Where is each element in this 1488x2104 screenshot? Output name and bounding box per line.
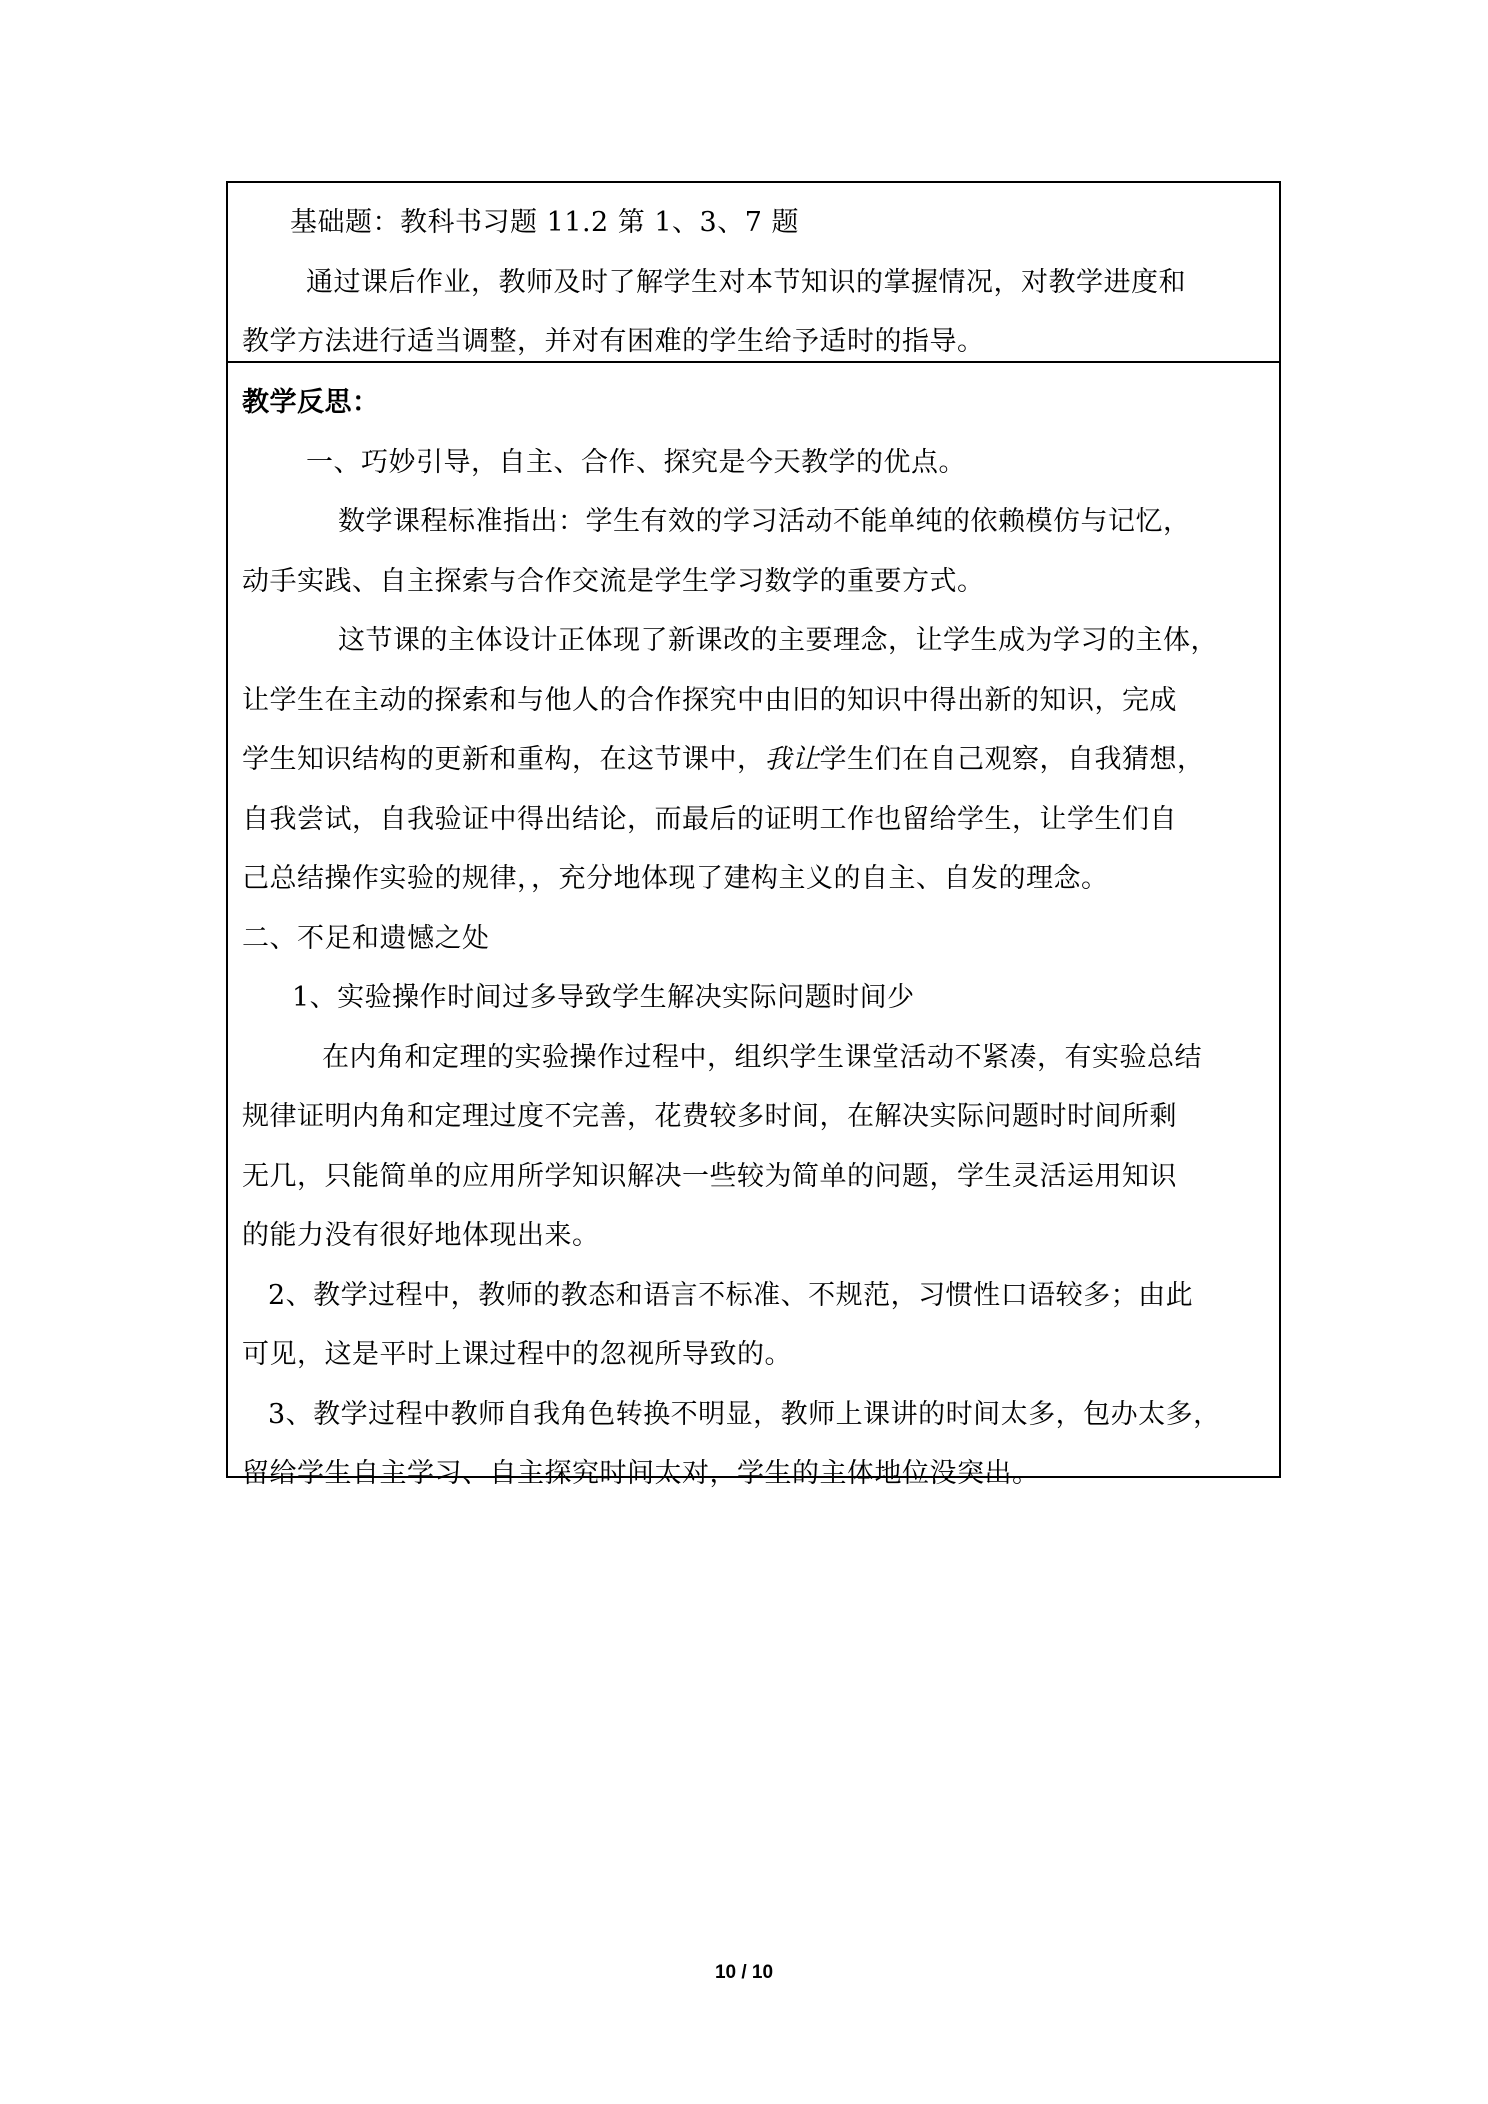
paragraph-2-line-3-start: 学生知识结构的更新和重构，在这节课中， — [242, 744, 765, 775]
section-1-title: 一、巧妙引导，自主、合作、探究是今天教学的优点。 — [306, 446, 966, 478]
reflection-cell — [228, 361, 1279, 1489]
item-2-line-1: 2、教学过程中，教师的教态和语言不标准、不规范，习惯性口语较多；由此 — [268, 1279, 1194, 1311]
homework-cell — [228, 183, 1279, 361]
lesson-plan-table — [226, 181, 1281, 1489]
item-1-line-1: 在内角和定理的实验操作过程中，组织学生课堂活动不紧凑，有实验总结 — [322, 1041, 1202, 1073]
item-1-line-3: 无几，只能简单的应用所学知识解决一些较为简单的问题，学生灵活运用知识 — [242, 1160, 1177, 1192]
homework-purpose-line-1: 通过课后作业，教师及时了解学生对本节知识的掌握情况，对教学进度和 — [306, 266, 1186, 298]
item-2-line-2: 可见，这是平时上课过程中的忽视所导致的。 — [242, 1339, 792, 1370]
paragraph-2-line-2: 让学生在主动的探索和与他人的合作探究中由旧的知识中得出新的知识，完成 — [242, 684, 1177, 716]
homework-basic-exercise: 基础题：教科书习题 11.2 第 1、3、7 题 — [290, 207, 799, 238]
item-3-line-1: 3、教学过程中教师自我角色转换不明显，教师上课讲的时间太多，包办太多， — [268, 1398, 1221, 1430]
paragraph-2-line-5: 己总结操作实验的规律，，充分地体现了建构主义的自主、自发的理念。 — [242, 863, 1109, 894]
paragraph-2-line-4: 自我尝试，自我验证中得出结论，而最后的证明工作也留给学生，让学生们自 — [242, 803, 1177, 835]
item-1-line-2: 规律证明内角和定理过度不完善，花费较多时间，在解决实际问题时时间所剩 — [242, 1101, 1177, 1132]
paragraph-1-line-1: 数学课程标准指出：学生有效的学习活动不能单纯的依赖模仿与记忆， — [338, 506, 1191, 537]
reflection-heading: 教学反思： — [242, 387, 380, 418]
paragraph-1-line-2: 动手实践、自主探索与合作交流是学生学习数学的重要方式。 — [242, 565, 985, 597]
item-1-line-4: 的能力没有很好地体现出来。 — [242, 1220, 600, 1251]
item-3-line-2: 留给学生自主学习、自主探究时间太对，学生的主体地位没突出。 — [242, 1458, 1040, 1489]
paragraph-2-line-1: 这节课的主体设计正体现了新课改的主要理念，让学生成为学习的主体， — [338, 625, 1218, 656]
homework-purpose-line-2: 教学方法进行适当调整，并对有困难的学生给予适时的指导。 — [242, 326, 985, 357]
page-number: 10 / 10 — [714, 1962, 774, 1983]
paragraph-2-line-3 — [242, 730, 1265, 790]
paragraph-2-line-3-italic: 我让 — [764, 744, 820, 775]
section-2-title: 二、不足和遗憾之处 — [242, 922, 490, 954]
paragraph-2-line-3-end: 学生们在自己观察，自我猜想， — [819, 744, 1205, 775]
item-1-title: 1、实验操作时间过多导致学生解决实际问题时间少 — [292, 982, 915, 1013]
